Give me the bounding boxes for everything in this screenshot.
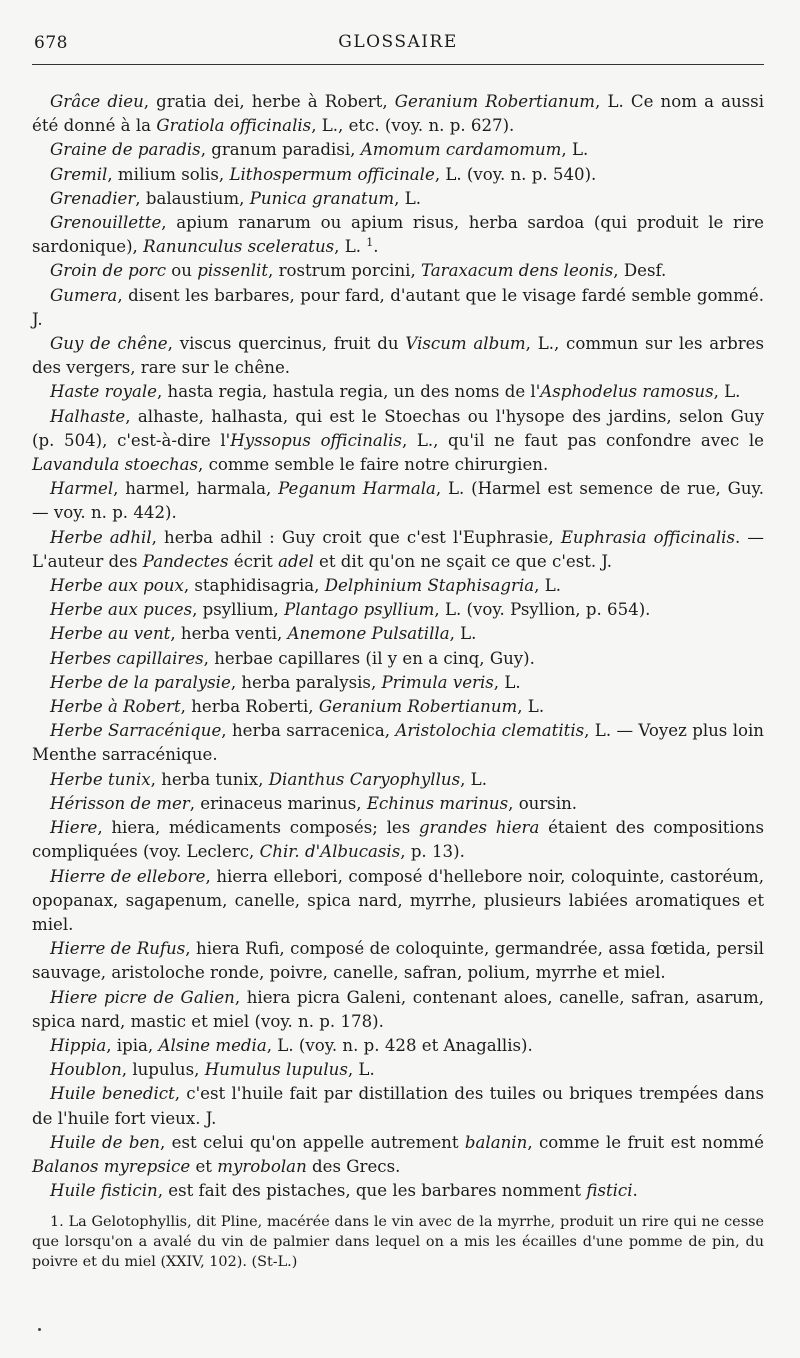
entry-term: Herbe aux puces [50,600,193,620]
entry-italic: Lavandula stoechas [32,455,199,475]
entry-text: , L. [493,672,521,692]
glossary-entry [32,211,764,259]
entry-text: , p. 13). [400,842,465,862]
entry-term: Herbe tunix [50,769,151,789]
glossary-entry [32,477,764,525]
glossary-entry [32,405,764,478]
entry-term: Herbe à Robert [50,697,181,717]
entry-text: , comme semble le faire notre chirurgien. [198,455,549,475]
footnote-ref: 1 [366,236,374,250]
glossary-entry [32,695,764,719]
entry-text: , est fait des pistaches, que les barbares nomment [157,1181,587,1201]
entry-italic: Viscum album [405,334,526,354]
entry-text: , L., qu'il ne faut pas confondre avec le [401,430,764,450]
entry-text: , hasta regia, hastula regia, un des noms de l' [156,382,541,402]
entry-text: , rostrum porcini, [268,261,421,281]
entry-text: , herba Roberti, [180,697,319,717]
entry-italic: Alsine media [158,1035,267,1055]
entry-term: Herbe adhil [50,527,152,547]
entry-italic: Chir. d'Albucasis [259,842,401,862]
glossary-entry [32,380,764,404]
entry-italic: Peganum Harmala [278,479,436,499]
entry-text: , L. (voy. Psyllion, p. 654). [434,600,651,620]
entry-text: , L. [347,1060,375,1080]
glossary-entry [32,1179,764,1203]
entry-term: Hierre de Rufus [50,939,186,959]
entry-text: , viscus quercinus, fruit du [167,334,406,354]
glossary-entry [32,574,764,598]
page-header [32,30,764,60]
glossary-entry [32,671,764,695]
entry-text: , harmel, harmala, [113,479,279,499]
entry-text: , L. [334,237,367,257]
entry-text: . — L'auteur des [32,527,764,571]
entry-text: , hiera Rufi, composé de coloquinte, germandrée, assa fœtida, persil sauvage, aristoloche ronde, poivre, canelle, safran, polium, myrrhe et miel. [32,939,764,983]
entry-text: , comme le fruit est nommé [527,1132,764,1152]
entry-text: , L. Ce nom a aussi été donné à la [32,92,765,136]
entry-italic: grandes hiera [418,818,540,838]
entry-italic: Lithospermum officinale [229,164,435,184]
entry-text: écrit [228,551,279,571]
entry-term: Huile fisticin [50,1181,158,1201]
entry-term: Grenouillette [50,213,162,233]
entry-term: Hiere [50,818,98,838]
entry-term: Harmel [50,479,114,499]
entry-text: , L. (voy. n. p. 428 et Anagallis). [266,1035,533,1055]
glossary-entry [32,138,764,162]
footnote-text: La Gelotophyllis, dit Pline, macérée dans le vin avec de la myrrhe, produit un rire qui ne cesse que lorsqu'on a avalé du vin de palmier dans lequel on a mis les écailles d'une pomme de pin, du poivre et du miel (XXIV, 102). (St-L.) [32,1214,764,1270]
entry-italic: Echinus marinus [366,793,509,813]
glossary-entry [32,865,764,938]
entry-text: , L., etc. (voy. n. p. 627). [311,116,515,136]
entry-text: , erinaceus marinus, [189,793,367,813]
entry-italic: Pandectes [142,551,229,571]
entry-italic: Plantago psyllium [284,600,435,620]
entry-text: , L. — Voyez plus loin Menthe sarracénique. [32,721,764,765]
entry-italic: Delphinium Staphisagria [324,576,535,596]
entry-text: , gratia dei, herbe à Robert, [143,92,395,111]
entry-text: , herba adhil : Guy croit que c'est l'Euphrasie, [151,527,561,547]
entry-term: Huile benedict [50,1084,175,1104]
entry-text: , balaustium, [135,188,250,208]
glossary-entry [32,284,764,332]
entry-term: Hérisson de mer [50,793,190,813]
entry-italic: Asphodelus ramosus [540,382,714,402]
glossary-entry [32,768,764,792]
entry-text: , L. (Harmel est semence de rue, Guy. — voy. n. p. 442). [32,479,764,523]
entry-term: Haste royale [50,382,157,402]
glossary-entry [32,622,764,646]
entry-text: , apium ranarum ou apium risus, herba sardoa (qui produit le rire sardonique), [32,213,764,257]
entry-term: Grenadier [50,188,136,208]
entry-text: , herba venti, [170,624,288,644]
entry-text: , herba sarracenica, [221,721,396,741]
entry-term: Guy de chêne [50,334,168,354]
entry-term: Gumera [50,285,118,305]
glossary-entry [32,816,764,864]
glossary-entry [32,1058,764,1082]
entry-text: , ipia, [106,1035,159,1055]
entry-term: Gremil [50,164,108,184]
entry-text: , disent les barbares, pour fard, d'autant que le visage fardé semble gommé. J. [32,285,764,329]
entry-term: Herbes capillaires [50,648,204,668]
entry-text: , L. [460,769,487,789]
entry-text: , L. (voy. n. p. 540). [434,164,597,184]
glossary-body [32,90,764,1203]
entry-italic: Balanos myrepsice [32,1156,191,1176]
entry-text: et [190,1156,218,1176]
entry-text: , lupulus, [121,1060,205,1080]
entry-term: Houblon [50,1060,122,1080]
entry-term: Herbe de la paralysie [50,672,231,692]
glossary-entry [32,1131,764,1179]
entry-text: , L. [534,576,561,596]
entry-italic: balanin [464,1132,528,1152]
entry-italic: fistici [586,1181,633,1201]
entry-term: Hippia [50,1035,107,1055]
glossary-entry [32,598,764,622]
page-number: 678 [34,33,68,53]
entry-italic: Humulus lupulus [204,1060,348,1080]
glossary-entry [32,937,764,985]
footnote [32,1212,764,1272]
entry-text: , L. [517,697,545,717]
entry-text: , est celui qu'on appelle autrement [159,1132,465,1152]
entry-term: Herbe au vent [50,624,171,644]
entry-text: , Desf. [613,261,667,281]
entry-text: , granum paradisi, [200,140,361,160]
entry-italic: myrobolan [217,1156,307,1176]
page-speck [38,1328,41,1331]
glossary-entry [32,719,764,767]
entry-text: , staphidisagria, [183,576,325,596]
entry-text: . [373,237,379,257]
entry-italic: Gratiola officinalis [156,116,312,136]
glossary-entry [32,1034,764,1058]
glossary-entry [32,259,764,283]
entry-text: . [632,1181,638,1201]
glossary-entry [32,332,764,380]
entry-italic: Punica granatum [249,188,395,208]
entry-italic: Dianthus Caryophyllus [268,769,461,789]
entry-italic: Hyssopus officinalis [230,430,402,450]
entry-text: , psyllium, [192,600,285,620]
entry-text: , hiera picra Galeni, contenant aloes, canelle, safran, asarum, spica nard, mastic et miel (voy. n. p. 178). [32,987,764,1031]
entry-text: , L. [394,188,421,208]
entry-term: Herbe aux poux [50,576,184,596]
entry-text: des Grecs. [306,1156,401,1176]
glossary-entry [32,986,764,1034]
entry-italic: Ranunculus sceleratus [143,237,335,257]
entry-term: Grâce dieu [50,92,144,111]
entry-italic: Euphrasia officinalis [560,527,735,547]
entry-term: Groin de porc [50,261,167,281]
entry-text: étaient des compositions compliquées (voy. Leclerc, [32,818,764,862]
entry-text: , herbae capillares (il y en a cinq, Guy). [203,648,535,668]
entry-text: , hiera, médicaments composés; les [97,818,419,838]
entry-italic: Taraxacum dens leonis [421,261,614,281]
entry-term: Graine de paradis [50,140,201,160]
glossary-entry [32,1082,764,1130]
entry-term: Herbe Sarracénique [50,721,222,741]
entry-text: , milium solis, [107,164,230,184]
entry-italic: Geranium Robertianum [318,697,518,717]
entry-text: , L. [561,140,589,160]
entry-term: Halhaste [50,406,126,426]
entry-text: , herba tunix, [150,769,269,789]
entry-text: , alhaste, halhasta, qui est le Stoechas ou l'hysope des jardins, selon Guy (p. 504), c'est-à-dire l' [32,406,764,450]
entry-term: Hierre de ellebore [50,866,206,886]
running-head: GLOSSAIRE [338,32,458,52]
entry-text: , oursin. [508,793,578,813]
header-rule [32,64,764,65]
glossary-entry [32,163,764,187]
entry-text: et dit qu'on ne sçait ce que c'est. J. [313,551,613,571]
entry-italic: Amomum cardamomum [360,140,562,160]
entry-text: , L. [449,624,477,644]
entry-term: Hiere picre de Galien [50,987,235,1007]
entry-text: ou [166,261,198,281]
glossary-entry [32,792,764,816]
entry-italic: Geranium Robertianum [394,92,596,111]
footnote-number: 1. [50,1214,64,1230]
entry-term: Huile de ben [50,1132,160,1152]
entry-italic: Aristolochia clematitis [395,721,585,741]
entry-italic: adel [278,551,314,571]
entry-text: , c'est l'huile fait par distillation des tuiles ou briques trempées dans de l'huile fort vieux. J. [32,1084,764,1128]
glossary-entry [32,647,764,671]
glossary-entry [32,90,764,138]
entry-italic: Primula veris [381,672,494,692]
entry-italic: pissenlit [197,261,269,281]
entry-text: , hierra ellebori, composé d'hellebore noir, coloquinte, castoréum, opopanax, sagapenum, canelle, spica nard, myrrhe, plusieurs labiées aromatiques et miel. [32,866,764,934]
glossary-entry [32,526,764,574]
entry-text: , herba paralysis, [230,672,382,692]
entry-text: , L. [713,382,741,402]
glossary-entry [32,187,764,211]
entry-text: , L., commun sur les arbres des vergers, rare sur le chêne. [32,334,765,378]
entry-italic: Anemone Pulsatilla [287,624,450,644]
